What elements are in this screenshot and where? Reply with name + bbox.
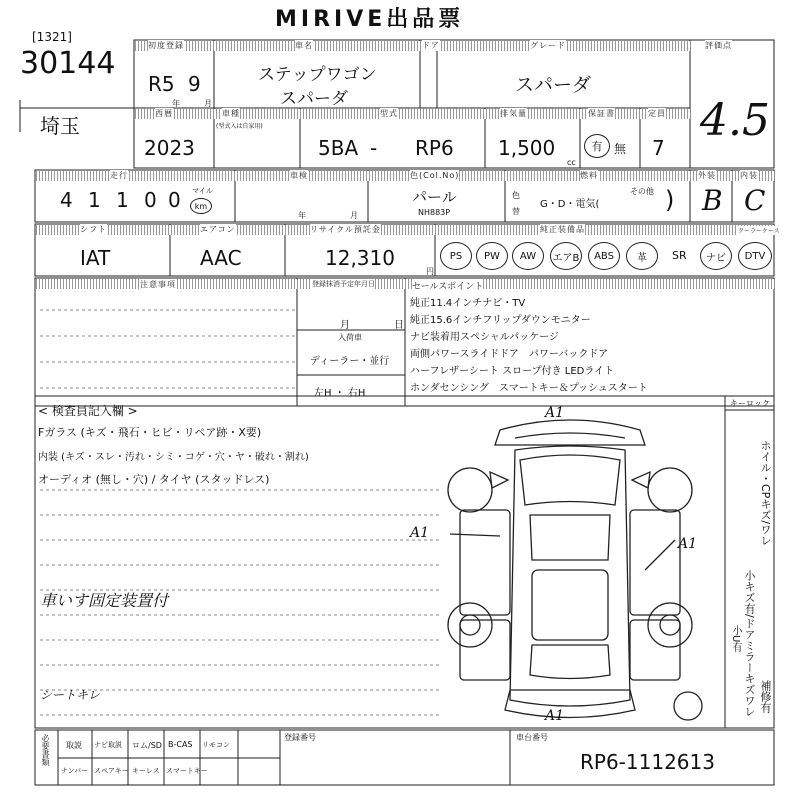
label-recycle: リサイクル預託金 xyxy=(310,225,381,234)
label-equipment: 純正装備品 xyxy=(540,225,585,234)
label-registration: 登録抹消予定年月日 xyxy=(312,280,375,288)
label-form: 型式 xyxy=(380,109,398,118)
document-title: MIRIVE出品票 xyxy=(275,7,465,32)
sales-point-1: 純正11.4インチナビ・TV xyxy=(410,298,526,309)
form-value: RP6 xyxy=(415,136,454,160)
car-name: ステップワゴン xyxy=(258,65,377,85)
inspector-glass: Fガラス (キズ・飛石・ヒビ・リペア跡・X要) xyxy=(38,426,262,439)
label-interior: 内装 xyxy=(740,171,758,180)
label-inspector: < 検査員記入欄 > xyxy=(38,404,138,418)
label-car-name: 車名 xyxy=(295,41,313,50)
equip-airbag: エアB xyxy=(550,242,582,270)
inspector-interior: 内装 (キズ・スレ・汚れ・シミ・コゲ・穴・ヤ・破れ・割れ) xyxy=(38,452,309,463)
label-mileage: 走行 xyxy=(110,171,128,180)
label-grade: グレード xyxy=(530,41,566,50)
inspector-handnote-1: 車いす固定装置付 xyxy=(40,591,169,610)
label-inspection: 車検 xyxy=(290,171,308,180)
bottom-smart-key: スマートキー xyxy=(166,767,208,775)
inspector-audio: オーディオ (無し・穴) / タイヤ (スタッドレス) xyxy=(38,473,270,486)
label-nyukoku: 入荷車 xyxy=(338,333,362,342)
inspector-handnote-2: シートキレ xyxy=(40,688,100,702)
label-aircon: エアコン xyxy=(200,225,236,234)
warranty-no: 無 xyxy=(614,142,627,156)
bottom-rom-sd: ロム/SD xyxy=(132,741,162,750)
label-sonota: その他 xyxy=(630,187,654,196)
fuel-close-paren: ) xyxy=(665,186,675,214)
equip-leather: 革 xyxy=(626,242,658,270)
lot-number: 30144 xyxy=(20,46,116,81)
car-diagram xyxy=(420,410,720,730)
sales-point-4: 両側パワースライドドア パワーバックドア xyxy=(410,349,609,360)
reg-dealer: ディーラー・並行 xyxy=(310,356,390,367)
sales-point-6: ホンダセンシング スマートキー＆プッシュスタート xyxy=(410,383,648,394)
equip-sr: SR xyxy=(672,249,687,262)
label-score: 評価点 xyxy=(705,41,732,50)
year-value: 2023 xyxy=(144,136,195,160)
reg-day: 日 xyxy=(394,320,404,331)
label-cc: cc xyxy=(567,158,576,167)
fuel-value: G・D・電気( xyxy=(540,199,600,210)
damage-mark-left: A1 xyxy=(410,525,430,541)
label-km: km xyxy=(190,198,212,214)
capacity-value: 7 xyxy=(652,136,665,160)
equip-dtv: DTV xyxy=(738,242,772,270)
label-cooler: クーラーケース xyxy=(738,228,780,235)
interior-value: C xyxy=(744,184,766,217)
bottom-torisetsu: 取説 xyxy=(66,741,82,750)
bottom-remote: リモコン xyxy=(202,741,230,749)
side-note-1: ホイル・CPキズ/ワレ xyxy=(759,440,772,547)
bottom-bcas: B-CAS xyxy=(168,740,193,749)
car-name-2: スパーダ xyxy=(280,89,348,109)
shift-value: IAT xyxy=(80,246,111,270)
bottom-number: ナンバー xyxy=(61,767,89,775)
equip-pw: PW xyxy=(476,242,508,270)
lot-code: [1321] xyxy=(32,30,72,44)
inspection-nen: 年 xyxy=(298,211,306,220)
reg-month: 月 xyxy=(340,320,350,331)
score-value: 4.5 xyxy=(700,95,770,146)
side-note-3: 小U有 xyxy=(730,625,741,653)
label-capacity: 定員 xyxy=(648,109,666,118)
label-exterior: 外装 xyxy=(698,171,716,180)
mileage-digit-1: 4 xyxy=(60,188,73,212)
label-shift: シフト xyxy=(80,225,107,234)
label-first-reg: 初度登録 xyxy=(148,41,184,50)
color-code: NH883P xyxy=(418,208,451,217)
model-value: 5BA xyxy=(318,136,359,160)
equip-aw: AW xyxy=(512,242,544,270)
lot-region: 埼玉 xyxy=(40,114,80,138)
label-chassis: 車台番号 xyxy=(516,733,548,742)
label-tsuki: 月 xyxy=(204,99,212,108)
grade-value: スパーダ xyxy=(515,74,592,96)
mileage-digit-5: 0 xyxy=(168,188,181,212)
aircon-value: AAC xyxy=(200,246,242,270)
damage-mark-right: A1 xyxy=(678,536,698,552)
equip-abs: ABS xyxy=(588,242,620,270)
equip-ps: PS xyxy=(440,242,472,270)
label-doors: ドア xyxy=(422,41,440,50)
mileage-digit-3: 1 xyxy=(116,188,129,212)
bottom-side-label: 必要書類 xyxy=(41,734,50,766)
mileage-digit-4: 0 xyxy=(144,188,157,212)
label-model-sub: (型式入は自家用) xyxy=(216,123,263,130)
sales-point-5: ハーフレザーシート スロープ付き LEDライト xyxy=(410,366,615,377)
chassis-value: RP6-1112613 xyxy=(580,750,715,774)
warranty-yes: 有 xyxy=(584,134,610,158)
color-value: パール xyxy=(412,188,457,206)
label-mile: マイル xyxy=(192,187,213,195)
bottom-keyless: キーレス xyxy=(132,767,160,775)
label-year-type: 西暦 xyxy=(155,109,173,118)
first-reg-era: R5 xyxy=(148,72,175,96)
label-model: 車種 xyxy=(222,109,240,118)
first-reg-month: 9 xyxy=(188,72,201,96)
label-sales: セールスポイント xyxy=(412,279,483,292)
equip-navi: ナビ xyxy=(700,242,732,270)
damage-mark-front: A1 xyxy=(545,405,565,421)
reg-handle: 左H ・ 右H xyxy=(314,388,366,399)
label-gae: 替 xyxy=(512,207,520,216)
label-notes: 注意事項 xyxy=(140,280,176,289)
label-nen: 年 xyxy=(172,99,180,108)
inspection-tsuki: 月 xyxy=(350,211,358,220)
recycle-value: 12,310 xyxy=(325,246,395,270)
side-note-2: 小キズ有/ドアミラーキズワレ xyxy=(743,570,756,717)
damage-mark-rear: A1 xyxy=(545,708,565,724)
label-fuel: 燃料 xyxy=(580,171,598,180)
sales-point-3: ナビ装着用スペシャルパッケージ xyxy=(410,332,559,343)
label-displacement: 排気量 xyxy=(500,109,527,118)
model-dash: - xyxy=(370,136,378,160)
bottom-navi-torisetsu: ナビ取説 xyxy=(94,741,122,749)
label-reg-no: 登録番号 xyxy=(284,733,316,742)
label-iro: 色 xyxy=(512,191,520,200)
label-warranty: 保証書 xyxy=(588,109,615,118)
label-yen: 円 xyxy=(426,267,434,276)
sales-point-2: 純正15.6インチフリップダウンモニター xyxy=(410,315,591,326)
label-color: 色(Col.No) xyxy=(410,171,460,180)
label-keylock: キーロック xyxy=(730,399,770,408)
displacement-value: 1,500 xyxy=(498,136,556,160)
mileage-digit-2: 1 xyxy=(88,188,101,212)
exterior-value: B xyxy=(702,184,723,217)
bottom-spare-key: スペアキー xyxy=(94,767,129,775)
side-note-4: 補修有 xyxy=(759,680,772,713)
